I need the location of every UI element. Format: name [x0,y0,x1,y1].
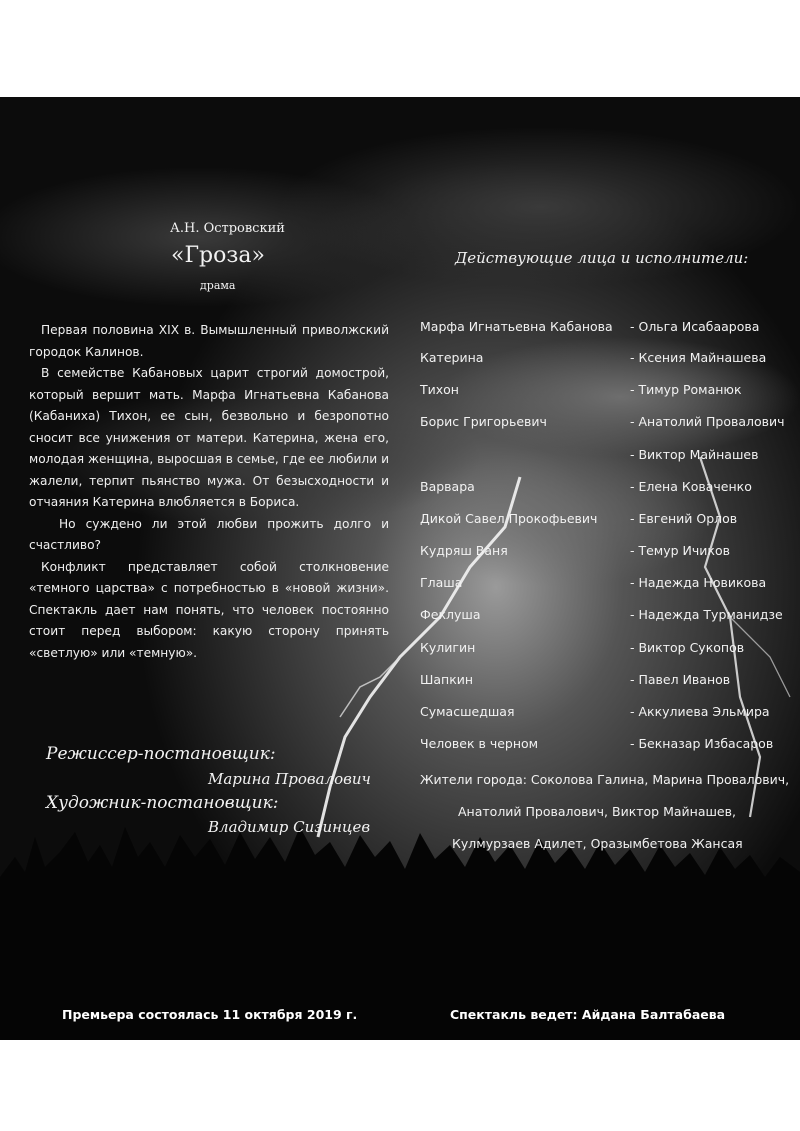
premiere-date: Премьера состоялась 11 октября 2019 г. [62,1007,358,1022]
cast-role: Варвара [420,479,475,494]
cast-role: Кулигин [420,640,476,655]
cast-actor: - Елена Коваченко [630,479,752,494]
cast-actor: - Аккулиева Эльмира [630,704,770,719]
cast-actor: - Анатолий Провалович [630,414,785,429]
cast-heading: Действующие лица и исполнители: [455,249,749,267]
synopsis [29,320,389,664]
cast-actor: - Тимур Романюк [630,382,742,397]
director-name: Марина Провалович [208,770,371,788]
cast-actor: - Павел Иванов [630,672,731,687]
synopsis-paragraph: Но суждено ли этой любви прожить долго и счастливо? [29,516,389,552]
cast-role: Дикой Савел Прокофьевич [420,511,598,526]
cast-actor: - Ольга Исабаарова [630,319,760,334]
play-title: «Гроза» [171,243,265,268]
cast-actor: - Евгений Орлов [630,511,738,526]
cast-role: Борис Григорьевич [420,414,547,429]
cast-actor: - Ксения Майнашева [630,350,767,365]
cast-role: Кудряш Ваня [420,543,508,558]
synopsis-paragraph: Первая половина XIX в. Вымышленный приволжский городок Калинов. [29,323,389,359]
author: А.Н. Островский [170,221,285,236]
synopsis-paragraph: В семействе Кабановых царит строгий домострой, который вершит мать. Марфа Игнатьевна Кабанова (Кабаниха) Тихон, ее сын, безвольно и безропотно сносит все унижения от матери. Катерина, жена его, молодая женщина, выросшая в семье, где ее любили и жалели, терпит пьянство мужа. От безысходности и отчаяния Катерина влюбляется в Бориса. [29,366,389,509]
cast-actor: - Надежда Новикова [630,575,767,590]
synopsis-paragraph: Конфликт представляет собой столкновение «темного царства» с потребностью в «новой жизни». Спектакль дает нам понять, что человек постоянно стоит перед выбором: какую сторону принять «светлую» или «темную». [29,559,389,660]
cast-role: Катерина [420,350,484,365]
designer-label: Художник-постановщик: [46,793,279,813]
cast-actor: - Бекназар Избасаров [630,736,774,751]
designer-name: Владимир Сизинцев [208,818,371,836]
cast-role: Человек в черном [420,736,539,751]
cast-actor: - Виктор Майнашев [630,447,759,462]
poster [0,97,800,1040]
cast-actor: - Надежда Турманидзе [630,607,783,622]
director-label: Режиссер-постановщик: [46,744,276,764]
play-genre: драма [200,279,236,292]
cast-role: Тихон [420,382,459,397]
cast-actor: - Темур Ичиков [630,543,730,558]
cast-role: Глаша [420,575,463,590]
residents-line: Анатолий Провалович, Виктор Майнашев, [458,804,736,819]
cast-role: Сумасшедшая [420,704,515,719]
residents-line: Жители города: Соколова Галина, Марина Провалович, [420,772,790,787]
host-credit: Спектакль ведет: Айдана Балтабаева [450,1007,726,1022]
cast-role: Шапкин [420,672,474,687]
cast-role: Феклуша [420,607,481,622]
cast-actor: - Виктор Сукопов [630,640,745,655]
cast-role: Марфа Игнатьевна Кабанова [420,319,613,334]
residents-line: Кулмурзаев Адилет, Оразымбетова Жансая [452,836,743,851]
